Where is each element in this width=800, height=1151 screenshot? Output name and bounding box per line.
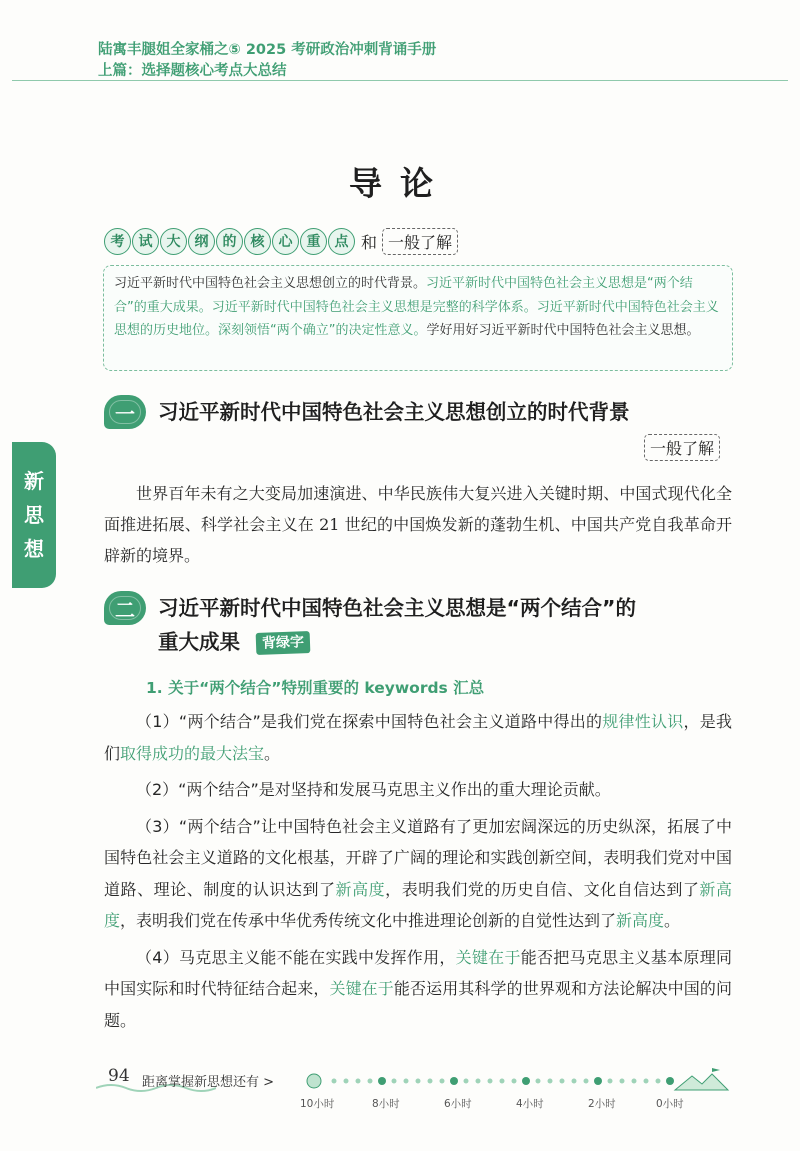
outline-badge-char: 的	[216, 228, 243, 255]
outline-badge-char: 考	[104, 228, 131, 255]
section-title	[158, 591, 738, 659]
item-key-text: 规律性认识	[602, 712, 684, 731]
footer-progress-text: 距离掌握新思想还有 >	[142, 1075, 275, 1090]
sidebar-tab-char: 想	[24, 537, 44, 561]
list-item: （2）“两个结合”是对坚持和发展马克思主义作出的重大理论贡献。	[136, 780, 611, 799]
chapter-title: 导论	[349, 164, 451, 203]
outline-heading	[104, 226, 458, 256]
list-item	[104, 811, 732, 937]
page-number: 94	[108, 1066, 130, 1086]
timeline-hour-label: 0小时	[656, 1098, 684, 1110]
outline-text-plain: 习近平新时代中国特色社会主义思想创立的时代背景。	[114, 276, 427, 291]
timeline-hour-label: 2小时	[588, 1098, 616, 1110]
outline-badge-char: 重	[300, 228, 327, 255]
outline-badge-char: 点	[328, 228, 355, 255]
timeline-hour-label: 4小时	[516, 1098, 544, 1110]
outline-badge-char: 纲	[188, 228, 215, 255]
item-text: （4）马克思主义能不能在实践中发挥作用，	[136, 947, 456, 967]
keyword-list	[104, 706, 732, 1036]
header-divider	[12, 80, 788, 81]
outline-box	[103, 265, 733, 371]
mountain-icon	[675, 1074, 728, 1090]
timeline-hour-label: 8小时	[372, 1098, 400, 1110]
recite-green-badge: 背绿字	[256, 631, 311, 655]
running-header	[98, 40, 436, 82]
sub-heading: 1. 关于“两个结合”特别重要的 keywords 汇总	[146, 679, 485, 697]
item-text: 。	[264, 743, 281, 763]
general-understanding-tag: 一般了解	[382, 228, 458, 255]
item-text: （3）“两个结合”让中国特色社会主义道路有了更加宏阔深远的历史纵深，拓展了中国特色社会主义道路的文化根基，开辟了广阔的理论和实践创新空间，表明我们党对中国道路、理论、制度的认识达到了	[104, 816, 732, 899]
timeline-hour-label: 10小时	[300, 1098, 335, 1110]
item-key-text: 新高度	[104, 879, 732, 930]
flag-icon	[712, 1068, 720, 1074]
section-title-line: 习近平新时代中国特色社会主义思想是“两个结合”的	[158, 596, 636, 620]
item-key-text: 新高度	[616, 911, 665, 930]
item-text: ，是我们	[104, 712, 732, 763]
item-text: ，表明我们党在传承中华优秀传统文化中推进理论创新的自觉性达到了	[120, 911, 617, 930]
section-number-badge: 一	[104, 395, 146, 429]
item-text: （1）“两个结合”是我们党在探索中国特色社会主义道路中得出的	[136, 712, 603, 731]
general-understanding-tag: 一般了解	[644, 434, 720, 461]
item-key-text: 关键在于	[329, 979, 394, 998]
sidebar-tab-char: 新	[24, 469, 44, 493]
timeline-hour-label: 6小时	[444, 1098, 472, 1110]
outline-text-plain: 学好用好习近平新时代中国特色社会主义思想。	[426, 323, 700, 338]
item-text: 。	[664, 911, 681, 930]
item-key-text: 关键在于	[455, 947, 521, 967]
item-text: 能否运用其科学的世界观和方法论解决中国的问题。	[104, 979, 732, 1030]
outline-badge-char: 试	[132, 228, 159, 255]
section-paragraph: 世界百年未有之大变局加速演进、中华民族伟大复兴进入关键时期、中国式现代化全面推进拓展、科学社会主义在 21 世纪的中国焕发新的蓬勃生机、中国共产党自我革命开辟新的境界。	[104, 484, 732, 565]
section-title-line-2	[158, 625, 738, 659]
outline-badge-char: 核	[244, 228, 271, 255]
list-item	[104, 706, 732, 769]
section-title: 习近平新时代中国特色社会主义思想创立的时代背景	[158, 400, 630, 424]
outline-badge-char: 大	[160, 228, 187, 255]
section-title-text: 重大成果	[158, 630, 240, 654]
section-number-badge: 二	[104, 591, 146, 625]
timeline-dots	[307, 1074, 674, 1088]
sidebar-tab-char: 思	[24, 503, 44, 527]
outline-and-text: 和	[361, 232, 378, 252]
header-book-title: 陆寓丰腿姐全家桶之⑤ 2025 考研政治冲刺背诵手册	[98, 42, 437, 58]
header-part-title: 上篇：选择题核心考点大总结	[98, 63, 287, 79]
outline-badge-char: 心	[272, 228, 299, 255]
list-item	[104, 942, 732, 1037]
item-key-text: 取得成功的最大法宝	[120, 743, 265, 763]
item-text: 能否把马克思主义基本原理同中国实际和时代特征结合起来，	[104, 947, 732, 998]
item-text: ，表明我们党的历史自信、文化自信达到了	[385, 879, 700, 899]
item-key-text: 新高度	[335, 879, 386, 899]
sidebar-tab-new-thought	[12, 442, 56, 588]
outline-text-key: 习近平新时代中国特色社会主义思想是“两个结合”的重大成果。习近平新时代中国特色社会主义思想是完整的科学体系。习近平新时代中国特色社会主义思想的历史地位。深刻领悟“两个确立”的决定性意义。	[114, 276, 719, 338]
